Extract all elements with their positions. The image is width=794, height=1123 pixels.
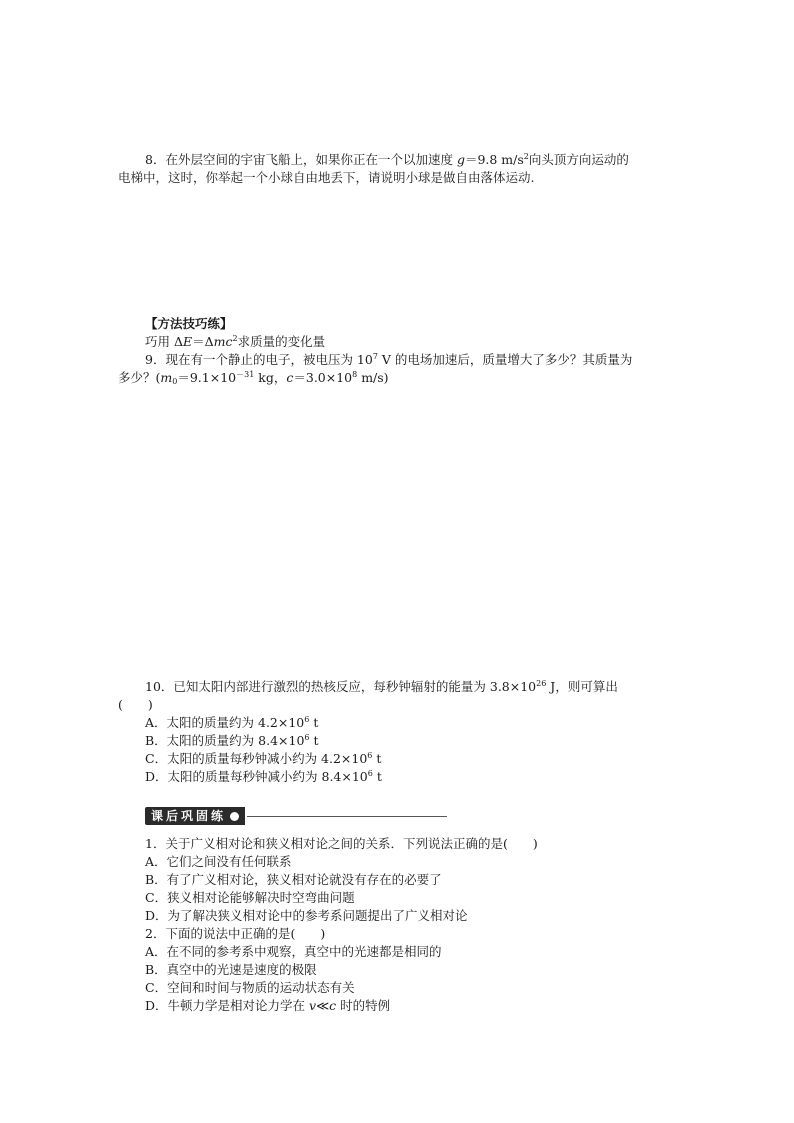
h1-stem: 1．关于广义相对论和狭义相对论之间的关系．下列说法正确的是( ) (145, 836, 538, 851)
q10-option-c: C．太阳的质量每秒钟减小约为 $4.2\times 10^6$ t (145, 751, 382, 766)
q10-option-b: B．太阳的质量约为 $8.4\times 10^6$ t (145, 733, 319, 748)
q10-option-d: D．太阳的质量每秒钟减小约为 $8.4\times 10^6$ t (145, 769, 382, 784)
q10-line-2: ( ) (118, 697, 153, 712)
q9-line-1: 9．现在有一个静止的电子，被电压为 $10^7$ V 的电场加速后，质量增大了多少？其质量为 (145, 352, 633, 367)
h2-option-a: A．在不同的参考系中观察，真空中的光速都是相同的 (145, 944, 442, 959)
h2-option-b: B．真空中的光速是速度的极限 (145, 962, 317, 977)
banner-dot-icon (230, 812, 239, 821)
q8-line-1: 8．在外层空间的宇宙飞船上，如果你正在一个以加速度 g＝9.8 $m/s^2$向头顶方向运动的 (145, 152, 629, 167)
h1-option-d: D．为了解决狭义相对论中的参考系问题提出了广义相对论 (145, 908, 468, 923)
q8-line-2: 电梯中，这时，你举起一个小球自由地丢下，请说明小球是做自由落体运动. (118, 170, 535, 185)
section-banner (145, 806, 447, 826)
section-banner-label: 课后巩固练 (151, 809, 227, 823)
h1-option-a: A．它们之间没有任何联系 (145, 854, 292, 869)
q10-option-a: A．太阳的质量约为 $4.2\times 10^6$ t (145, 715, 319, 730)
method-subheading: 巧用 ΔE＝Δmc$^2$求质量的变化量 (145, 334, 326, 349)
h1-option-c: C．狭义相对论能够解决时空弯曲问题 (145, 890, 355, 905)
h2-option-c: C．空间和时间与物质的运动状态有关 (145, 980, 355, 995)
h2-option-d: D．牛顿力学是相对论力学在 v≪c 时的特例 (145, 998, 391, 1013)
q10-line-1: 10．已知太阳内部进行激烈的热核反应，每秒钟辐射的能量为 $3.8\times 10^{26}$ J，则可算出 (145, 679, 618, 694)
method-heading: 【方法技巧练】 (145, 316, 233, 331)
h2-stem: 2．下面的说法中正确的是( ) (145, 926, 326, 941)
h1-option-b: B．有了广义相对论，狭义相对论就没有存在的必要了 (145, 872, 442, 887)
section-banner-label-box (145, 807, 245, 825)
banner-rule (247, 816, 447, 817)
q9-line-2: 多少？($m_0=9.1\times 10^{-31}$ kg，$c=3.0\times 10^8$ m/s) (118, 370, 389, 386)
